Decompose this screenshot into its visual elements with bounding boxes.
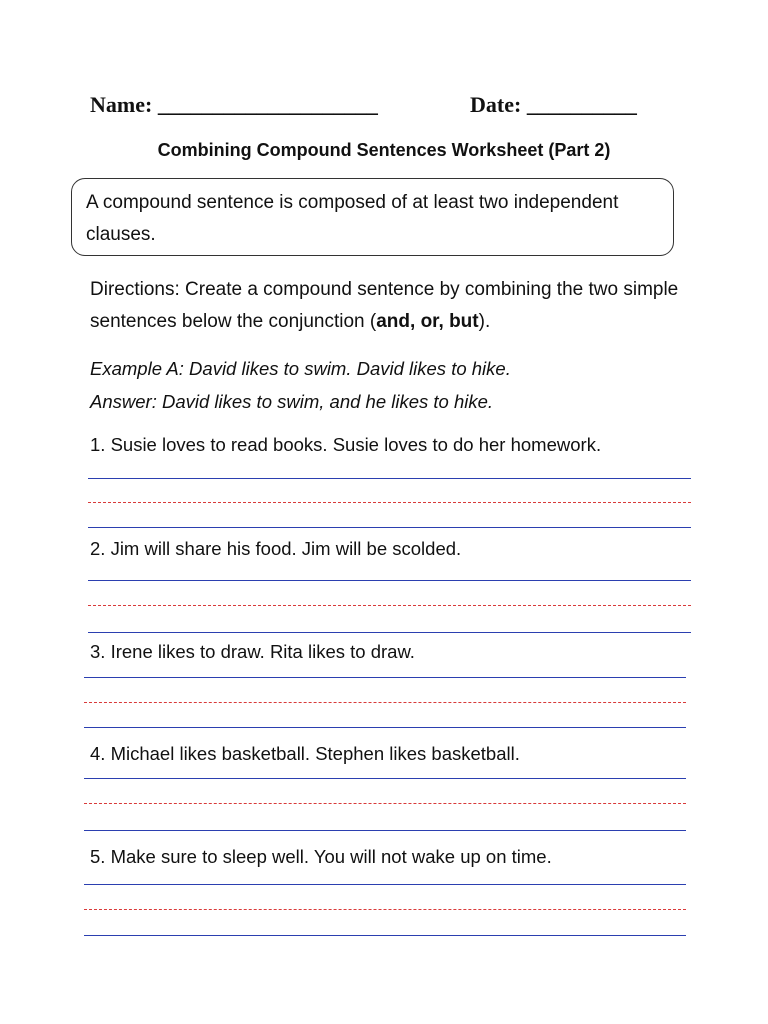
question-2: 2. Jim will share his food. Jim will be scolded. (90, 538, 462, 559)
answer-line-solid[interactable] (84, 884, 686, 885)
definition-box (71, 178, 674, 256)
question-1: 1. Susie loves to read books. Susie loves to do her homework. (90, 434, 602, 455)
example-block (90, 352, 690, 418)
directions-text-after: ). (478, 311, 491, 332)
directions-text (90, 274, 690, 338)
answer-line-dashed[interactable] (88, 605, 691, 606)
example-line: Example A: David likes to swim. David likes to hike. (90, 358, 511, 379)
name-label: Name: (90, 92, 153, 117)
answer-line-solid[interactable] (84, 935, 686, 936)
answer-line-solid[interactable] (88, 580, 691, 581)
name-blank: ____________________ (157, 92, 378, 117)
answer-line-dashed[interactable] (84, 702, 686, 703)
question-5: 5. Make sure to sleep well. You will not wake up on time. (90, 846, 552, 867)
answer-line-solid[interactable] (88, 632, 691, 633)
answer-line-dashed[interactable] (84, 803, 686, 804)
date-blank: __________ (526, 92, 637, 117)
answer-line-solid[interactable] (84, 830, 686, 831)
directions-text-before: Directions: Create a compound sentence by combining the two simple sentences below the conjunction ( (90, 279, 679, 332)
date-field[interactable] (470, 92, 637, 118)
answer-line-solid[interactable] (84, 727, 686, 728)
answer-line-dashed[interactable] (84, 909, 686, 910)
answer-line-dashed[interactable] (88, 502, 691, 503)
definition-text: A compound sentence is composed of at least two independent clauses. (86, 192, 619, 245)
answer-line-solid[interactable] (84, 677, 686, 678)
question-3: 3. Irene likes to draw. Rita likes to draw. (90, 641, 415, 662)
directions-conjunctions: and, or, but (376, 311, 479, 332)
answer-line-solid[interactable] (88, 478, 691, 479)
worksheet-title: Combining Compound Sentences Worksheet (Part 2) (157, 140, 611, 160)
header-row (0, 92, 768, 124)
answer-line-solid[interactable] (88, 527, 691, 528)
answer-line: Answer: David likes to swim, and he likes to hike. (90, 391, 494, 412)
answer-line-solid[interactable] (84, 778, 686, 779)
name-field[interactable] (90, 92, 378, 118)
date-label: Date: (470, 92, 522, 117)
question-4: 4. Michael likes basketball. Stephen likes basketball. (90, 743, 520, 764)
